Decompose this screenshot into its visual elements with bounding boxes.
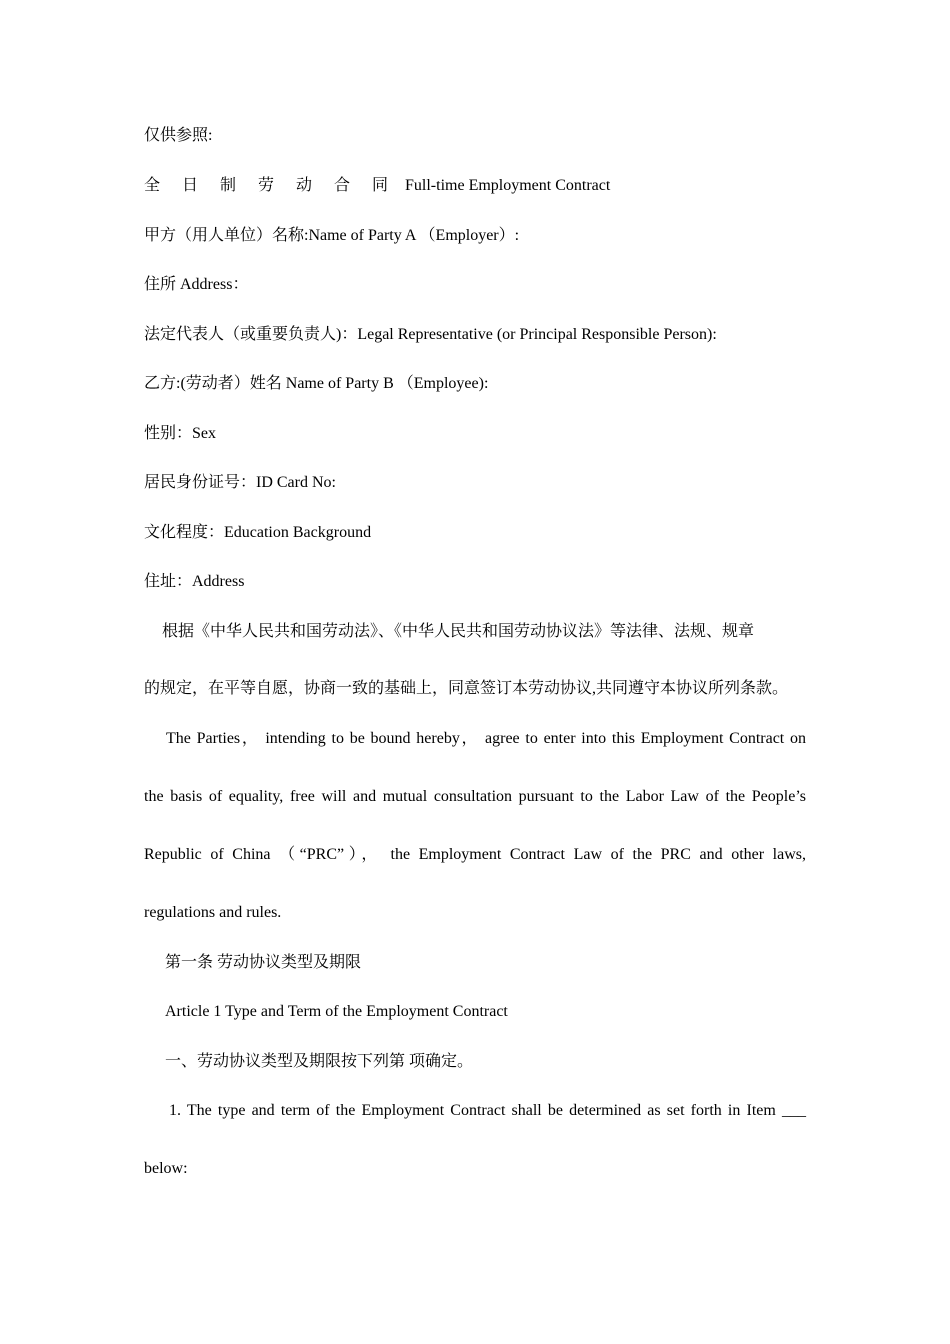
reference-note: 仅供参照: — [144, 127, 213, 144]
preamble-en-line-1: The Parties， intending to be bound hereby， agree to enter into this Employment Contract on — [166, 730, 806, 747]
article-1-heading-cn: 第一条 劳动协议类型及期限 — [165, 954, 362, 971]
preamble-en-line-3: Republic of China （“PRC”）， the Employment Contract Law of the PRC and other laws, — [144, 846, 806, 863]
contract-title-cn: 全 日 制 劳 动 合 同 — [144, 177, 398, 194]
party-b-name-label: 乙方:(劳动者）姓名 Name of Party B （Employee): — [144, 375, 489, 392]
id-card-label: 居民身份证号：ID Card No: — [144, 474, 336, 491]
preamble-cn-line-2: 的规定，在平等自愿，协商一致的基础上，同意签订本劳动协议,共同遵守本协议所列条款。 — [144, 680, 789, 697]
sex-label: 性别：Sex — [144, 425, 217, 442]
education-label: 文化程度：Education Background — [144, 524, 372, 541]
article-1-heading-en: Article 1 Type and Term of the Employment Contract — [165, 1003, 508, 1020]
legal-representative-label: 法定代表人（或重要负责人)：Legal Representative (or Principal Responsible Person): — [144, 326, 717, 343]
party-b-address-label: 住址：Address — [144, 573, 245, 590]
item-1-en-line-1: 1. The type and term of the Employment Contract shall be determined as set forth in Item ___ — [169, 1102, 806, 1119]
preamble-cn-line-1: 根据《中华人民共和国劳动法》、《中华人民共和国劳动协议法》等法律、法规、规章 — [162, 623, 755, 640]
contract-title — [144, 176, 806, 196]
preamble-en-line-4: regulations and rules. — [144, 904, 282, 921]
item-1-cn: 一、劳动协议类型及期限按下列第 项确定。 — [165, 1053, 474, 1070]
party-a-name-label: 甲方（用人单位）名称:Name of Party A （Employer）: — [144, 227, 520, 244]
contract-title-en: Full-time Employment Contract — [405, 177, 611, 194]
preamble-en-line-2: the basis of equality, free will and mutual consultation pursuant to the Labor Law of the People’s — [144, 788, 806, 805]
item-1-en-line-2: below: — [144, 1160, 188, 1177]
party-a-address-label: 住所 Address： — [144, 276, 249, 293]
